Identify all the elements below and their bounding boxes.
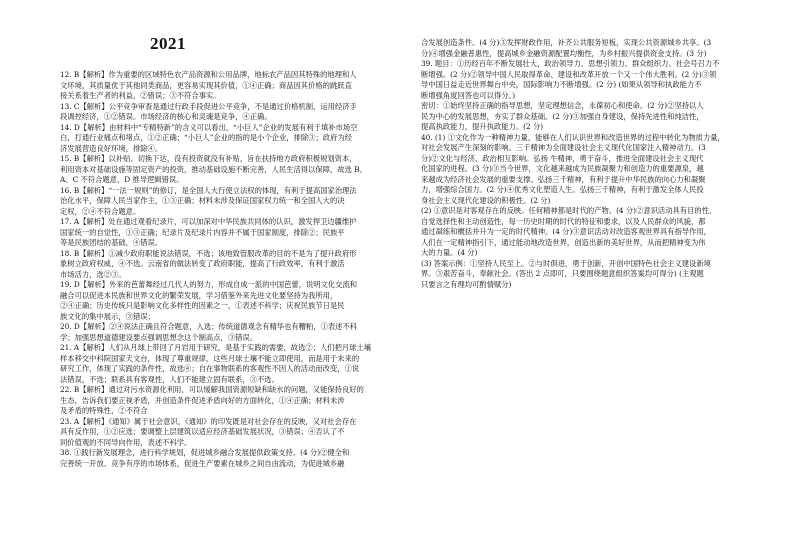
page-header-year: 2021 <box>150 34 186 53</box>
answer-line: 接关系着生产者的利益，②错误；③不符合事实。 <box>60 91 221 100</box>
answer-line: 等是民族团结的基础，④错误。 <box>60 238 163 247</box>
answer-line: 20. D【解析】②④说法正确且符合题意，入选；传统道德观念有精华也有糟粕，①表述不科 <box>60 322 358 331</box>
answer-line: 学；加强思想道德建设要点强调思想念这个制高点，③错误。 <box>60 332 258 342</box>
answer-line: 19. D【解析】外来的芭蕾舞经过几代人的努力，形成自成一派的中国芭蕾，说明文化交流和 <box>60 280 358 289</box>
answer-line: 民为中心的发展思想，夯实了群众基础。(2 分)③加强自身建设，保持先进性和纯洁性， <box>421 111 704 121</box>
answer-line: 段调控经济，①②错误。市场经济的核心和灵魂是竞争，④正确。 <box>60 112 272 121</box>
answer-line: 分)②文化与经济、政治相互影响。弘扬 牛精神，勇于奋斗，推进全面建设社会主义现代 <box>421 153 704 163</box>
answer-line: 界。③艰苦奋斗，奉献社会。(答出 2 点即可，只要围绕题意组织答案均可得分) (主观题 <box>421 269 704 278</box>
answer-line: 只要言之有理均可酌情赋分) <box>421 279 512 289</box>
answer-line: 融合可以促进本民族和世界文化的繁荣发展，学习借鉴外来先进文化要坚持为我所用， <box>60 290 338 300</box>
answer-line: 38. ①践行新发展理念，进行科学规划，促进城乡融合发展提供政策支持。(4 分)②健全和 <box>60 448 350 457</box>
answer-line: 化国家的进程。(3 分)③当今世界，文化越来越成为民族凝聚力和创造力的重要源泉，越 <box>421 164 704 173</box>
answer-line: 大的力量。(4 分) <box>421 248 478 257</box>
answer-line: 身社会主义现代化建设的积极性。(2 分) <box>421 195 551 205</box>
answer-line: 法错误，不选；联系具有客观性，人们不能建立固有联系，③不选。 <box>60 374 279 384</box>
answer-line: 13. C【解析】公平竞争审查是通过行政手段促进公平竞争，不是通过价格机制，运用经济手 <box>60 101 357 111</box>
answer-line: (2) ①意识是对客观存在的反映。任何精神都是时代的产物。(4 分)②意识活动具有目的性、 <box>421 206 717 215</box>
answer-line: 40. (1) ①文化作为一种精神力量，能够在人们认识世界和改造世界的过程中转化为物质力量， <box>421 132 725 142</box>
answer-line: ②④正确；历史传统只是影响文化多样性的因素之一，①表述不科学；庆祝民族节日是民 <box>60 301 345 310</box>
answer-line: 研究工作，体现了实践的条件性，故选④；自在事物联系的客观性不因人的活动而改变，①说 <box>60 364 360 373</box>
answer-line: 23. A【解析】《通知》属于社会意识，《通知》的印发既是对社会存在的反映，又对社会存在 <box>60 416 357 426</box>
answer-line: 21. A【解析】人们从月球上带回了月岩用于研究，是基于实践的需要，故选②；人们把月球土壤 <box>60 343 372 352</box>
answer-line: 及矛盾的特殊性，②不符合 <box>60 406 148 415</box>
answer-line: 14. D【解析】由材料中“专精特新”的含义可以看出，“小巨人”企业的发展有利于填补市场空 <box>60 122 358 132</box>
answer-line: 22. B【解析】通过对污水资源化利用，可以缓解我国资源短缺和缺水的问题，又能保持良好的 <box>60 385 364 394</box>
answer-line: 文环境，其质量优于其他同类商品，更容易实现其价值，①④正确；商品因其价格的跳跃直 <box>60 80 352 90</box>
answer-line: 象树立政府权威，④不选。云南省的做法转变了政府职能，提高了行政效率，有利于激活 <box>60 259 345 268</box>
answer-line: 15. B【解析】以补贴、切换下达，没有投资就没有补贴，旨在扶持地方政府积极规划资本， <box>60 154 357 163</box>
answer-line: 密切：①始终坚持正确的指导思想，坚定理想信念，永葆初心和使命。(2 分)②坚持以人 <box>421 101 704 110</box>
answer-line: 提高执政能力，提升执政能力。(2 分) <box>421 122 544 131</box>
answer-line: 自觉选择性和主动创造性，每一历史时期的时代的特征和要求，以及人民群众的风貌，都 <box>421 216 706 226</box>
answer-line: 济发展营造良好环境，排除④。 <box>60 143 163 153</box>
answer-column-left <box>60 70 405 469</box>
answer-line: 国家统一的自觉性，①③正确；纪录片及纪录片内容并不属于国家制度，排除②；民族平 <box>60 227 345 237</box>
answer-line: 具有反作用，①②应选；要调整上层建筑以适应经济基础发展状况，③错误；④否认了不 <box>60 427 345 436</box>
answer-line: 力，增强综合国力。(2 分)④优秀文化塑造人生。弘扬三千精神，有利于激发全体人民投 <box>421 185 704 194</box>
answer-line: 定权，②④不符合题意。 <box>60 206 141 216</box>
answer-line: 来越成为经济社会发展的重要支撑。弘扬三千精神，有利于提升中华民族的向心力和凝聚 <box>421 174 706 184</box>
answer-line: 断增强。(2 分)②领导中国人民取得革命、建设和改革开放一个又一个伟大胜利。(2 分)③领 <box>421 69 717 79</box>
answer-line: 分)④增强金融普惠性，提高城乡金融资源配置均衡性，为乡村振兴提供资金支持。(3 分) <box>421 48 707 58</box>
answer-line: 市场活力，选②③。 <box>60 269 126 279</box>
answer-line: 导中国日益走近世界舞台中央，国际影响力不断增强。(2 分) (如果从领导和执政能力不 <box>421 80 702 89</box>
answer-line: 样本移交中科院国家天文台，体现了尊重规律，这些月球土壤不能立即使用，而是用于未来的 <box>60 353 360 363</box>
answer-column-right <box>421 38 776 290</box>
answer-line: 族文化的集中展示，③错误； <box>60 311 155 321</box>
answer-line: 人们在一定精神指引下，通过能动地改造世界，创造出新的美好世界，从而把精神变为伟 <box>421 237 706 247</box>
answer-line: (3) 答案示例：①坚持人民至上。②与时俱进，勇于创新，开创中国特色社会主义建设新境 <box>421 258 711 268</box>
answer-line: 利用资本对基础设施等固定资产的投资，推动基础设施不断完善，人民生活得以保障，故选 B。 <box>60 164 367 174</box>
answer-line: 18. B【解析】①减少政府职能说法错误，不选；该地致管服改革的目的不是为了提升政府形 <box>60 248 357 258</box>
answer-line: 对社会发展产生深刻的影响。三千精神为全面建设社会主义现代化国家注入精神动力。(3 <box>421 143 706 152</box>
answer-line: 白，打通行业痛点和堵点，①②正确；“小巨人”企业的指的是小个企业，排除③；政府为经 <box>60 133 353 142</box>
answer-line: 12. B【解析】作为重要的区域特色农产品资源和公用品牌，地标农产品因其特殊的地理和人 <box>60 70 357 79</box>
answer-line: 断增强角度回答也可以得分。) <box>421 90 516 100</box>
answer-line: 39. 题目：①历经百年不断发展壮大，政治领导力、思想引领力、群众组织力、社会号召力不 <box>421 59 720 68</box>
answer-line: 17. A【解析】处在通过观看纪录片，可以加深对中华民族共同体的认识，激发捍卫边疆维护 <box>60 217 357 226</box>
answer-line: 合发展创造条件。(4 分)③发挥财政作用，补齐公共服务短板，实现公共资源城乡共享。(3 <box>421 38 712 47</box>
answer-line: 同价值观的不同导向作用，表述不科学。 <box>60 437 192 447</box>
answer-line: 治化水平，保障人民当家作主，①③正确；材料未涉及保证国家权力统一和全国人大的决 <box>60 196 345 205</box>
answer-line: 完善统一开放、竞争有序的市场体系，促进生产要素在城乡之间自由流动，为促进城乡融 <box>60 458 345 468</box>
answer-line: A、C 不符合题意，D 推导逻辑错误。 <box>60 175 184 184</box>
answer-line: 生态，告诉我们要正视矛盾，并创造条件促进矛盾向好的方面转化，①④正确；材料未涉 <box>60 395 345 405</box>
answer-line: 通过凝练和概括并升为一定的时代精神。(4 分)③意识活动对改造客观世界具有指导作用， <box>421 227 711 236</box>
answer-line: 16. B【解析】“一法一规则”的修订，是全国人大行使立法权的体现，有利于提高国家治理法 <box>60 185 357 195</box>
